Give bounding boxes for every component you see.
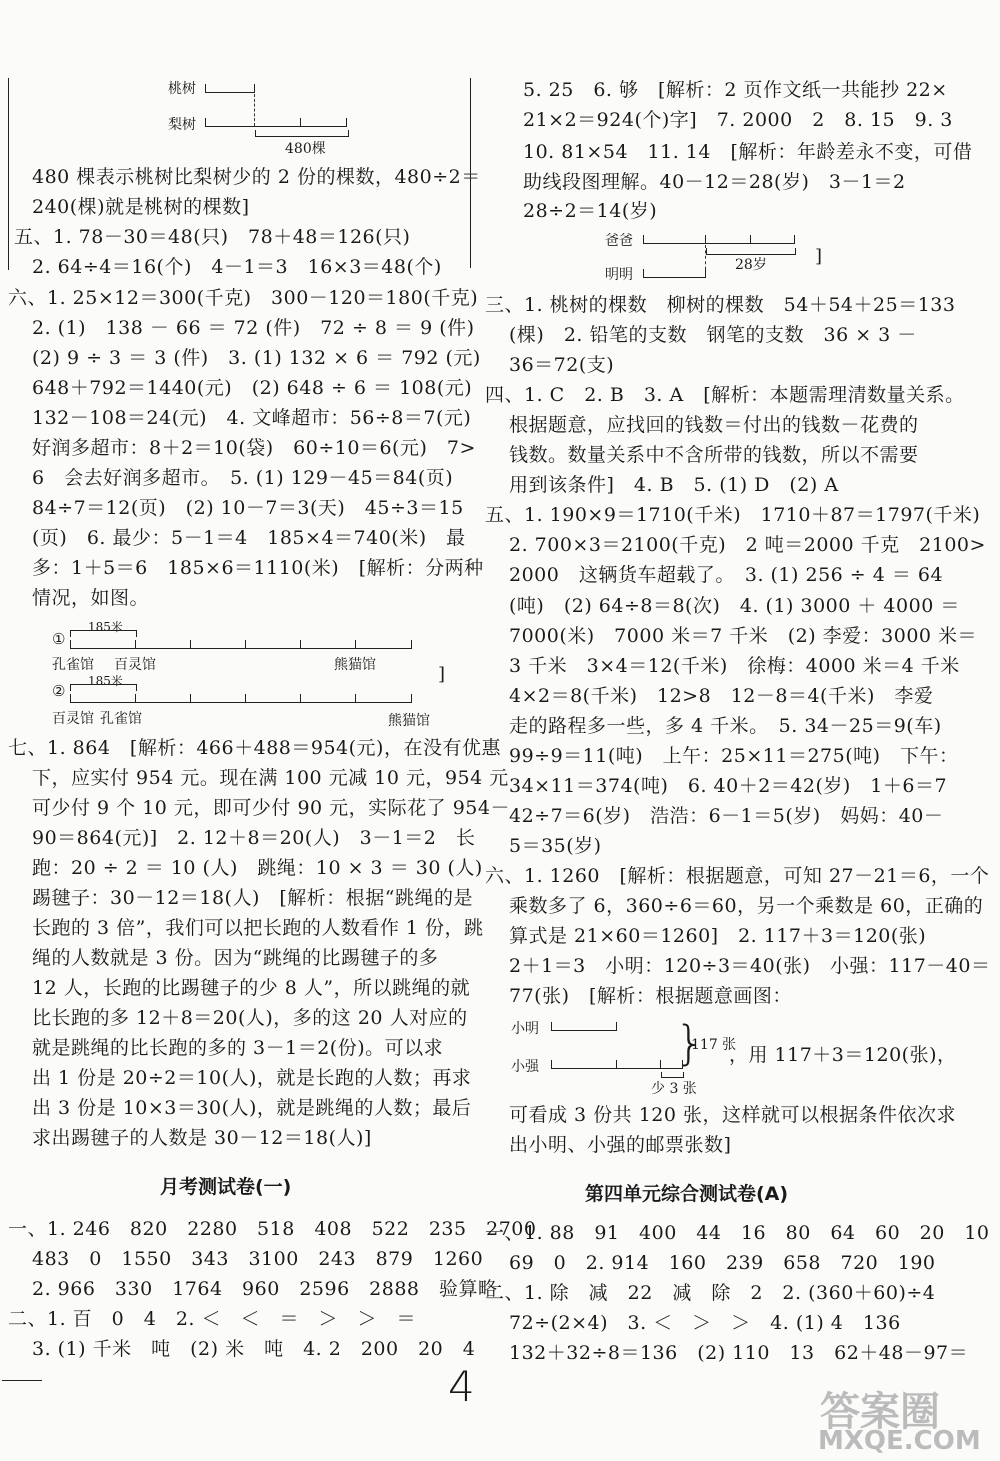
text-line: 就是跳绳的比长跑的多的 3－1＝2(份)。可以求 (32, 1037, 444, 1059)
text-line: 10. 81×54 11. 14 [解析：年龄差永不变，可借 (523, 141, 973, 163)
total-label: 117 张 (691, 1037, 737, 1053)
text-line: 七、1. 864 [解析：466＋488＝954(元)，在没有优惠 (8, 737, 501, 759)
peach-segment (205, 92, 255, 93)
watermark-logo: 答案圈 (820, 1389, 940, 1435)
footer-rule (2, 1380, 42, 1381)
age-diff-label: 28岁 (735, 257, 767, 273)
text-line: 69 0 2. 914 160 239 658 720 190 (509, 1252, 936, 1274)
text-line: 99÷9＝11(吨) 上午：25×11＝275(吨) 下午： (509, 745, 959, 767)
text-line: 77(张) [解析：根据题意画图： (509, 985, 792, 1007)
text-line: 34×11＝374(吨) 6. 40＋2＝42(岁) 1＋6＝7 (509, 775, 948, 797)
text-line: 五、1. 78－30＝48(只) 78＋48＝126(只) (14, 226, 411, 248)
text-line: 21×2＝924(个)字] 7. 2000 2 8. 15 9. 3 (523, 109, 953, 131)
text-line: 可少付 9 个 10 元，即可少付 90 元，实际花了 954－ (32, 797, 510, 819)
text-line: 钱数。数量关系中不含所带的钱数，所以不需要 (509, 444, 919, 466)
lark-hall-label: 百灵馆 (114, 657, 156, 673)
text-line: 情况，如图。 (32, 587, 150, 609)
text-line: 28÷2＝14(岁) (523, 200, 658, 222)
text-line: 6 会去好润多超市。 5. (1) 129－45＝84(页) (32, 467, 454, 489)
text-line: 2. 64÷4＝16(个) 4－1＝3 16×3＝48(个) (32, 256, 442, 278)
text-line: ，用 117＋3＝120(张)， (729, 1044, 957, 1066)
text-line: 480 棵表示桃树比梨树少的 2 份的棵数，480÷2＝ (32, 166, 481, 188)
text-line: 84÷7＝12(页) (2) 10－7＝3(天) 45÷3＝15 (32, 497, 464, 519)
brace: } (675, 1016, 705, 1070)
text-line: 三、1. 桃树的棵数 柳树的棵数 54＋54＋25＝133 (485, 294, 956, 316)
text-line: 用到该条件] 4. B 5. (1) D (2) A (509, 474, 839, 496)
text-line: 42÷7＝6(岁) 浩浩：6－1＝5(岁) 妈妈：40－ (509, 805, 944, 827)
text-line: 36＝72(支) (509, 354, 615, 376)
text-line: 求出踢毽子的人数是 30－12＝18(人)] (32, 1127, 372, 1149)
pear-segment (205, 126, 347, 127)
xiaoming-label: 小明 (511, 1021, 539, 1037)
panda-hall-label: 熊猫馆 (388, 713, 430, 729)
text-line: 算式是 21×60＝1260] 2. 117＋3＝120(张) (509, 925, 927, 947)
text-line: 绳的人数就是 3 份。因为“跳绳的比踢毽子的多 (32, 947, 439, 969)
diff-brace (255, 130, 349, 137)
text-line: 下，应实付 954 元。现在满 100 元减 10 元，954 元 (32, 767, 509, 789)
text-line: 5. 25 6. 够 [解析：2 页作文纸一共能抄 22× (523, 79, 948, 101)
distance-label: 185米 (88, 674, 123, 688)
section-heading: 月考测试卷(一) (160, 1176, 292, 1198)
xiaoqiang-label: 小强 (511, 1059, 539, 1075)
text-line: 可看成 3 份共 120 张，这样就可以根据条件依次求 (509, 1104, 957, 1126)
peacock-hall-label: 孔雀馆 (100, 711, 142, 727)
dad-label: 爸爸 (605, 233, 633, 249)
text-line: 跑：20 ÷ 2 ＝ 10 (人) 跳绳：10 × 3 ＝ 30 (人) (32, 857, 483, 879)
text-line: 132－108＝24(元) 4. 文峰超市：56÷8＝7(元) (32, 407, 472, 429)
ming-label: 明明 (605, 267, 633, 283)
text-line: 2000 这辆货车超载了。 3. (1) 256 ÷ 4 ＝ 64 (509, 564, 944, 586)
text-line: 比长跑的多 12＋8＝20(人)，多的这 20 人对应的 (32, 1007, 468, 1029)
text-line: 多：1＋5＝6 185×6＝1110(米) [解析：分两种 (32, 557, 484, 579)
text-line: 72÷(2×4) 3. ＜ ＞ ＞ 4. (1) 4 136 (509, 1312, 901, 1334)
text-line: 二、1. 除 减 22 减 除 2 2. (360＋60)÷4 (485, 1282, 936, 1304)
text-line: 根据题意，应找回的钱数＝付出的钱数－花费的 (509, 414, 919, 436)
text-line: 2. 700×3＝2100(千克) 2 吨＝2000 千克 2100> (509, 534, 986, 556)
text-line: 5＝35(岁) (509, 835, 602, 857)
text-line: 长跑的 3 倍”，我们可以把长跑的人数看作 1 份，跳 (32, 917, 484, 939)
watermark-url: MXQE.COM (818, 1426, 981, 1456)
text-line: 483 0 1550 343 3100 243 879 1260 (32, 1248, 484, 1270)
text-line: 好润多超市：8＋2＝10(袋) 60÷10＝6(元) 7> (32, 437, 476, 459)
text-line: 240(棵)就是桃树的棵数] (32, 196, 250, 218)
text-line: 3 千米 3×4＝12(千米) 徐梅：4000 米＝4 千米 (509, 655, 960, 677)
text-line: 90＝864(元)] 2. 12＋8＝20(人) 3－1＝2 长 (32, 827, 476, 849)
lark-hall-label: 百灵馆 (52, 711, 94, 727)
text-line: 4×2＝8(千米) 12>8 12－8＝4(千米) 李爱 (509, 685, 934, 707)
text-line: 一、1. 88 91 400 44 16 80 64 60 20 10 (485, 1222, 990, 1244)
text-line: 乘数多了 6，360÷6＝60，另一个乘数是 60，正确的 (509, 895, 984, 917)
bracket: ] (815, 246, 823, 267)
margin-rule (8, 78, 9, 270)
text-line: 2. (1) 138 － 66 ＝ 72 (件) 72 ÷ 8 ＝ 9 (件) (32, 317, 475, 339)
text-line: 出 1 份是 20÷2＝10(人)，就是长跑的人数；再求 (32, 1067, 472, 1089)
pear-label: 梨树 (168, 117, 196, 133)
text-line: 648＋792＝1440(元) (2) 648 ÷ 6 ＝ 108(元) (32, 377, 473, 399)
text-line: 2. 966 330 1764 960 2596 2888 验算略 (32, 1278, 498, 1300)
text-line: 六、1. 1260 [解析：根据题意，可知 27－21＝6，一个 (485, 865, 990, 887)
peacock-hall-label: 孔雀馆 (52, 657, 94, 673)
text-line: (吨) (2) 64÷8＝8(次) 4. (1) 3000 ＋ 4000 ＝ (509, 595, 960, 617)
text-line: (页) 6. 最少：5－1＝4 185×4＝740(米) 最 (32, 527, 466, 549)
text-line: 踢毽子：30－12＝18(人) [解析：根据“跳绳的是 (32, 887, 473, 909)
text-line: 一、1. 246 820 2280 518 408 522 235 2700 (8, 1218, 537, 1240)
text-line: 出小明、小强的邮票张数] (509, 1134, 732, 1156)
section-heading: 第四单元综合测试卷(A) (585, 1183, 789, 1205)
case-2-marker: ② (52, 682, 66, 700)
text-line: 四、1. C 2. B 3. A [解析：本题需理清数量关系。 (485, 384, 965, 406)
panda-hall-label: 熊猫馆 (334, 657, 376, 673)
less-label: 少 3 张 (651, 1081, 697, 1097)
bracket: ] (438, 664, 446, 685)
text-line: 走的路程多一些，多 4 千米。 5. 34－25＝9(车) (509, 715, 942, 737)
diff-label: 480棵 (285, 141, 326, 157)
text-line: 五、1. 190×9＝1710(千米) 1710＋87＝1797(千米) (485, 504, 981, 526)
text-line: 3. (1) 千米 吨 (2) 米 吨 4. 2 200 20 4 (32, 1338, 476, 1360)
text-line: (棵) 2. 铅笔的支数 钢笔的支数 36 × 3 － (509, 324, 917, 346)
distance-label: 185米 (88, 620, 123, 634)
text-line: 二、1. 百 0 4 2. ＜ ＜ ＝ ＞ ＞ ＝ (8, 1308, 417, 1330)
peach-label: 桃树 (168, 81, 196, 97)
text-line: 助线段图理解。40－12＝28(岁) 3－1＝2 (523, 171, 906, 193)
case-1-marker: ① (52, 630, 66, 648)
column-rule (470, 78, 471, 268)
text-line: (2) 9 ÷ 3 ＝ 3 (件) 3. (1) 132 × 6 ＝ 792 (元) (32, 347, 481, 369)
page-number: 4 (448, 1362, 475, 1411)
text-line: 六、1. 25×12＝300(千克) 300－120＝180(千克) (8, 287, 479, 309)
text-line: 132＋32÷8＝136 (2) 110 13 62＋48－97＝ (509, 1342, 969, 1364)
text-line: 12 人，长跑的比踢毽子的少 8 人”，所以跳绳的就 (32, 977, 471, 999)
text-line: 7000(米) 7000 米＝7 千米 (2) 李爱：3000 米＝ (509, 625, 978, 647)
text-line: 2＋1＝3 小明：120÷3＝40(张) 小强：117－40＝ (509, 955, 991, 977)
text-line: 出 3 份是 10×3＝30(人)，就是跳绳的人数；最后 (32, 1097, 472, 1119)
